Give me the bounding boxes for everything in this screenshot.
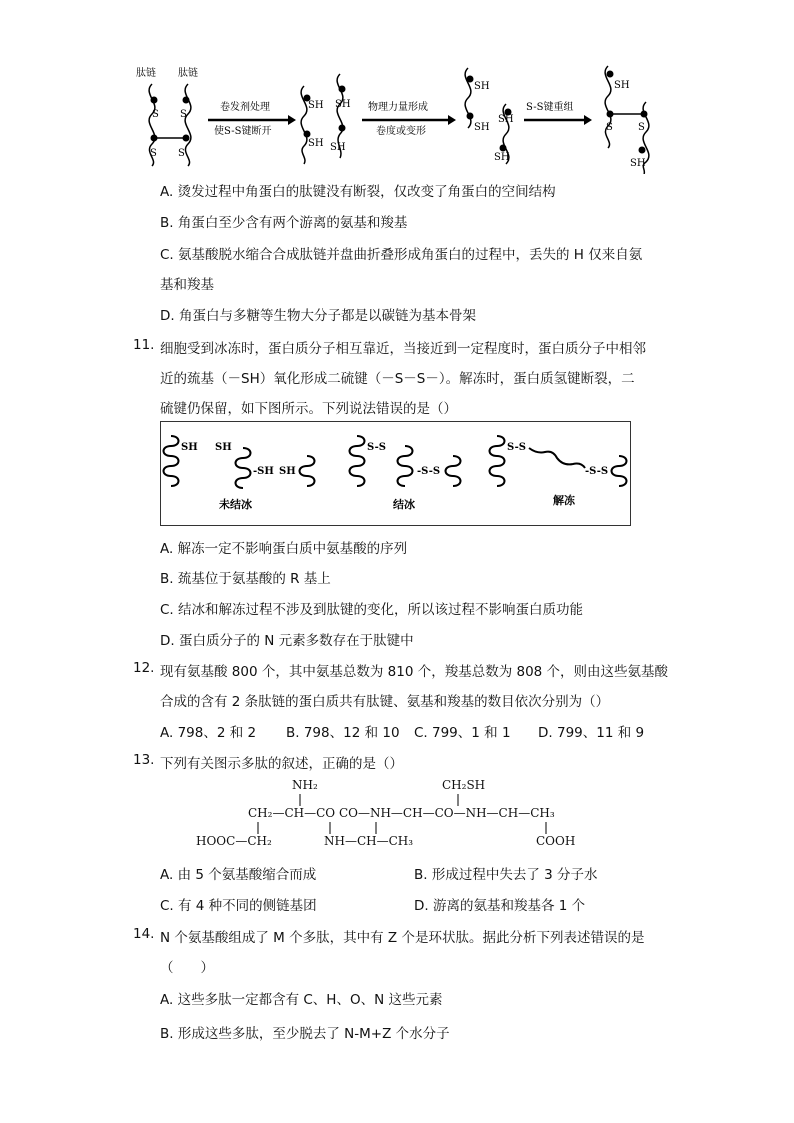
frozen-label: 结冰 <box>393 498 415 511</box>
sh-label: SH <box>279 466 296 477</box>
main-chain: CH₂—CH—CO CO—NH—CH—CO—NH—CH—CH₃ <box>248 806 555 820</box>
step2-bottom-label: 卷度或变形 <box>376 126 426 137</box>
q14-number: 14. <box>133 926 155 942</box>
ch2sh-group: CH₂SH <box>442 778 486 792</box>
q13-option-c: C. 有 4 种不同的侧链基团 <box>160 898 317 914</box>
sh-label: SH <box>308 138 324 149</box>
q14-line2: （ ） <box>160 960 214 976</box>
cooh-group: COOH <box>536 834 576 848</box>
freeze-figure-drawing <box>161 422 630 525</box>
q10-option-c-cont: 基和羧基 <box>160 277 214 293</box>
s-letter: S <box>150 148 157 159</box>
sh-label: SH <box>630 158 646 169</box>
ss-label: S-S <box>507 442 526 453</box>
step2-top-label: 物理力量形成 <box>368 102 428 113</box>
right-chain-label: 肽链 <box>178 68 198 79</box>
q14-option-a: A. 这些多肽一定都含有 C、H、O、N 这些元素 <box>160 992 443 1008</box>
freeze-figure <box>160 421 631 526</box>
side-chain-left: HOOC—CH₂ <box>196 834 272 848</box>
q13-number: 13. <box>133 752 155 768</box>
step1-top-label: 卷发剂处理 <box>220 102 270 113</box>
q11-option-a: A. 解冻一定不影响蛋白质中氨基酸的序列 <box>160 541 408 557</box>
q12-option-d: D. 799、11 和 9 <box>538 725 645 741</box>
q13-option-d: D. 游离的氨基和羧基各 1 个 <box>414 898 586 914</box>
s-letter: S <box>178 148 185 159</box>
thawed-label: 解冻 <box>553 494 575 507</box>
sh-label: SH <box>335 99 351 110</box>
s-letter: S <box>606 122 613 133</box>
step3-top-label: S-S键重组 <box>526 102 574 113</box>
q10-option-a: A. 烫发过程中角蛋白的肽键没有断裂，仅改变了角蛋白的空间结构 <box>160 184 556 200</box>
left-chain-label: 肽链 <box>136 68 156 79</box>
q11-line2: 近的巯基（－SH）氧化形成二硫键（－S－S－）。解冻时，蛋白质氢键断裂，二 <box>160 371 635 387</box>
q12-option-b: B. 798、12 和 10 <box>286 725 400 741</box>
q14-line1: N 个氨基酸组成了 M 个多肽，其中有 Z 个是环状肽。据此分析下列表述错误的是 <box>160 930 645 946</box>
sh-label: SH <box>474 81 490 92</box>
q12-option-c: C. 799、1 和 1 <box>414 725 511 741</box>
peptide-structure <box>196 776 616 852</box>
q13-option-b: B. 形成过程中失去了 3 分子水 <box>414 867 598 883</box>
q12-line1: 现有氨基酸 800 个，其中氨基总数为 810 个，羧基总数为 808 个，则由这些氨基酸 <box>160 664 669 680</box>
perm-figure-drawing <box>130 62 670 174</box>
q14-option-b: B. 形成这些多肽，至少脱去了 N-M+Z 个水分子 <box>160 1026 450 1042</box>
q12-option-a: A. 798、2 和 2 <box>160 725 257 741</box>
nh2-group: NH₂ <box>292 778 318 792</box>
q11-option-b: B. 巯基位于氨基酸的 R 基上 <box>160 571 331 587</box>
side-chain-middle: NH—CH—CH₃ <box>324 834 414 848</box>
q11-line1: 细胞受到冰冻时，蛋白质分子相互靠近，当接近到一定程度时，蛋白质分子中相邻 <box>160 341 646 357</box>
q10-option-c: C. 氨基酸脱水缩合合成肽链并盘曲折叠形成角蛋白的过程中，丢失的 H 仅来自氨 <box>160 247 643 263</box>
sh-label: SH <box>330 142 346 153</box>
q11-option-c: C. 结冰和解冻过程不涉及到肽键的变化，所以该过程不影响蛋白质功能 <box>160 602 584 618</box>
q12-number: 12. <box>133 660 155 676</box>
q11-line3: 硫键仍保留，如下图所示。下列说法错误的是（） <box>160 401 457 417</box>
sh-label: SH <box>614 80 630 91</box>
step1-bottom-label: 使S-S键断开 <box>214 126 272 137</box>
s-letter: S <box>638 122 645 133</box>
perm-figure <box>130 62 670 174</box>
q13-line1: 下列有关图示多肽的叙述，正确的是（） <box>160 756 403 772</box>
sh-label: SH <box>474 122 490 133</box>
q11-number: 11. <box>133 337 155 353</box>
q10-option-d: D. 角蛋白与多糖等生物大分子都是以碳链为基本骨架 <box>160 308 476 324</box>
ss-label: -S-S <box>417 466 441 477</box>
sh-label: SH <box>494 152 510 163</box>
s-letter: S <box>152 109 159 120</box>
sh-label: SH <box>498 114 514 125</box>
q12-line2: 合成的含有 2 条肽链的蛋白质共有肽键、氨基和羧基的数目依次分别为（） <box>160 694 610 710</box>
q11-option-d: D. 蛋白质分子的 N 元素多数存在于肽键中 <box>160 633 414 649</box>
s-letter: S <box>180 109 187 120</box>
ss-label: S-S <box>367 442 386 453</box>
sh-label: -SH <box>253 466 274 477</box>
sh-label: SH <box>308 100 324 111</box>
q10-option-b: B. 角蛋白至少含有两个游离的氨基和羧基 <box>160 215 408 231</box>
q13-option-a: A. 由 5 个氨基酸缩合而成 <box>160 867 317 883</box>
sh-label: SH <box>181 442 198 453</box>
sh-label: SH <box>215 442 232 453</box>
unfrozen-label: 未结冰 <box>219 498 252 511</box>
ss-label: -S-S <box>585 466 609 477</box>
